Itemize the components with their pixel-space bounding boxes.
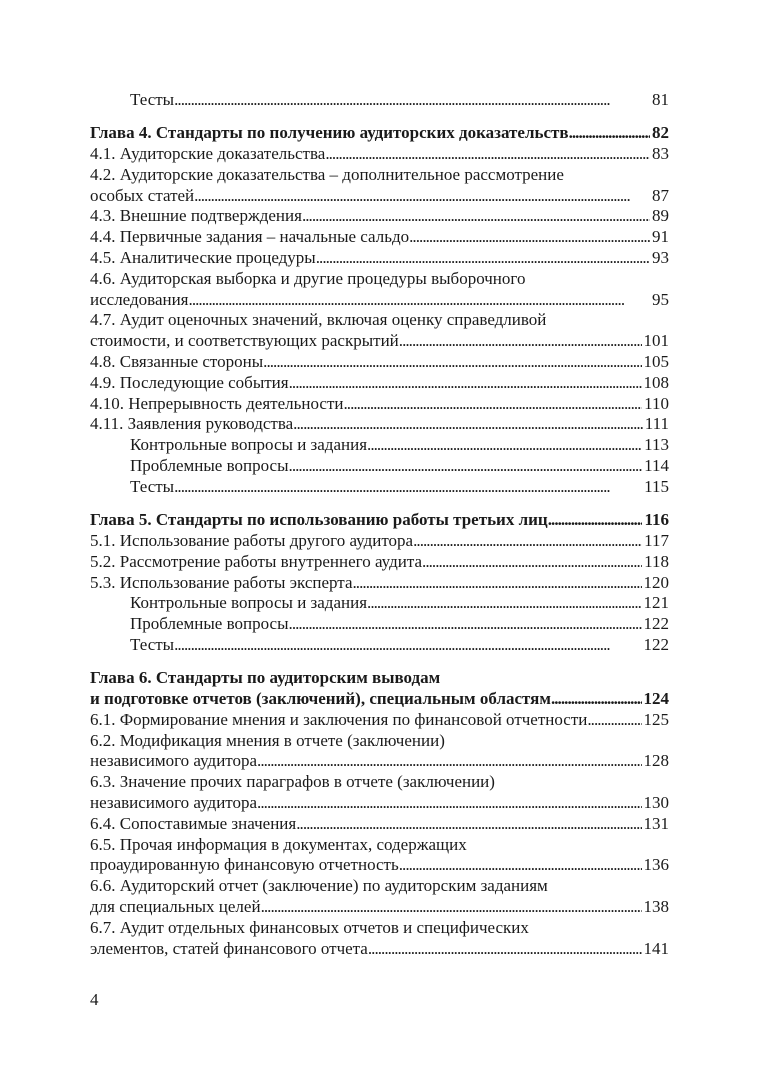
toc-group xyxy=(90,668,669,959)
entry-title: 6.2. Модификация мнения в отчете (заключении) xyxy=(90,730,445,750)
entry-page-number: 128 xyxy=(643,751,669,771)
entry-title: 4.3. Внешние подтверждения xyxy=(90,206,302,226)
toc-line xyxy=(90,227,669,248)
entry-page-number: 115 xyxy=(644,476,669,496)
entry-title: 4.1. Аудиторские доказательства xyxy=(90,144,326,164)
toc-entry[interactable] xyxy=(90,394,669,415)
entry-page-number: 121 xyxy=(643,593,669,613)
toc-entry[interactable] xyxy=(90,352,669,373)
entry-title: и подготовке отчетов (заключений), специальным областям xyxy=(90,689,551,709)
entry-title: 4.2. Аудиторские доказательства – дополнительное рассмотрение xyxy=(90,164,564,184)
dot-leader xyxy=(261,897,642,918)
toc-entry[interactable] xyxy=(90,918,669,960)
entry-page-number: 108 xyxy=(643,372,669,392)
entry-title: 6.6. Аудиторский отчет (заключение) по аудиторским заданиям xyxy=(90,876,548,896)
table-of-contents xyxy=(90,90,669,972)
toc-line xyxy=(90,751,669,772)
toc-entry[interactable] xyxy=(90,248,669,269)
dot-leader xyxy=(548,510,643,531)
toc-entry[interactable] xyxy=(90,227,669,248)
toc-entry[interactable] xyxy=(90,165,669,207)
toc-entry[interactable] xyxy=(90,772,669,814)
toc-entry[interactable] xyxy=(90,876,669,918)
entry-page-number: 136 xyxy=(643,855,669,875)
entry-page-number: 95 xyxy=(652,289,669,309)
toc-line xyxy=(90,206,669,227)
dot-leader xyxy=(257,793,641,814)
toc-line xyxy=(90,793,669,814)
entry-page-number: 122 xyxy=(643,634,669,654)
dot-leader xyxy=(551,689,642,710)
dot-leader xyxy=(302,206,650,227)
entry-title: 4.6. Аудиторская выборка и другие процедуры выборочного xyxy=(90,268,526,288)
entry-title: Тесты xyxy=(130,634,175,654)
toc-entry[interactable] xyxy=(90,710,669,731)
dot-leader xyxy=(194,186,650,207)
toc-line xyxy=(90,269,669,290)
toc-entry[interactable] xyxy=(90,414,669,435)
entry-page-number: 124 xyxy=(643,689,669,709)
toc-line xyxy=(90,876,669,897)
entry-page-number: 81 xyxy=(652,90,669,109)
entry-title: стоимости, и соответствующих раскрытий xyxy=(90,331,399,351)
page-number: 4 xyxy=(90,990,99,1009)
entry-title: 6.3. Значение прочих параграфов в отчете (заключении) xyxy=(90,772,495,792)
entry-title: 6.7. Аудит отдельных финансовых отчетов и специфических xyxy=(90,917,529,937)
toc-line xyxy=(90,331,669,352)
toc-line xyxy=(90,668,669,689)
toc-entry[interactable] xyxy=(90,835,669,877)
entry-title: Контрольные вопросы и задания xyxy=(130,593,368,613)
entry-title: 4.4. Первичные задания – начальные сальдо xyxy=(90,227,410,247)
entry-page-number: 91 xyxy=(652,227,669,247)
toc-line xyxy=(90,593,669,614)
entry-title: проаудированную финансовую отчетность xyxy=(90,855,399,875)
toc-entry[interactable] xyxy=(90,269,669,311)
entry-title: Тесты xyxy=(130,476,175,496)
toc-group xyxy=(90,123,669,497)
entry-page-number: 101 xyxy=(643,331,669,351)
toc-entry[interactable] xyxy=(90,731,669,773)
toc-line xyxy=(90,573,669,594)
toc-line xyxy=(90,918,669,939)
dot-leader xyxy=(174,477,642,498)
toc-line xyxy=(90,248,669,269)
entry-title: Контрольные вопросы и задания xyxy=(130,435,368,455)
dot-leader xyxy=(325,144,650,165)
entry-page-number: 130 xyxy=(643,793,669,812)
dot-leader xyxy=(174,635,641,656)
entry-title: Глава 5. Стандарты по использованию работы третьих лиц xyxy=(90,510,548,530)
dot-leader xyxy=(174,90,650,111)
entry-title: 4.9. Последующие события xyxy=(90,372,289,392)
entry-page-number: 87 xyxy=(652,185,669,205)
toc-line xyxy=(90,165,669,186)
dot-leader xyxy=(289,373,642,394)
entry-title: 5.1. Использование работы другого аудитора xyxy=(90,530,414,550)
entry-page-number: 117 xyxy=(644,530,669,550)
toc-line xyxy=(90,731,669,752)
dot-leader xyxy=(422,552,642,573)
toc-line xyxy=(90,414,669,435)
toc-line xyxy=(90,310,669,331)
toc-entry[interactable] xyxy=(90,310,669,352)
toc-line xyxy=(90,352,669,373)
dot-leader xyxy=(368,939,642,960)
toc-entry[interactable] xyxy=(90,90,669,111)
entry-title: Проблемные вопросы xyxy=(130,456,289,476)
toc-line xyxy=(90,939,669,960)
toc-line xyxy=(90,835,669,856)
entry-page-number: 138 xyxy=(643,896,669,916)
toc-line xyxy=(90,772,669,793)
entry-title: 4.7. Аудит оценочных значений, включая оценку справедливой xyxy=(90,310,547,330)
toc-line xyxy=(90,614,669,635)
toc-line xyxy=(90,186,669,207)
entry-title: элементов, статей финансового отчета xyxy=(90,938,368,958)
dot-leader xyxy=(189,290,650,311)
dot-leader xyxy=(343,394,642,415)
toc-entry[interactable] xyxy=(90,614,669,635)
toc-entry[interactable] xyxy=(90,373,669,394)
toc-line xyxy=(90,456,669,477)
toc-line xyxy=(90,510,669,531)
entry-title: Проблемные вопросы xyxy=(130,614,289,634)
toc-line xyxy=(90,531,669,552)
entry-title: независимого аудитора xyxy=(90,793,258,812)
dot-leader xyxy=(257,751,641,772)
entry-page-number: 113 xyxy=(644,435,669,455)
toc-line xyxy=(90,144,669,165)
chapter-entry[interactable] xyxy=(90,510,669,531)
toc-entry[interactable] xyxy=(90,206,669,227)
entry-page-number: 116 xyxy=(644,510,669,530)
dot-leader xyxy=(367,593,641,614)
entry-title: 6.4. Сопоставимые значения xyxy=(90,813,297,833)
toc-entry[interactable] xyxy=(90,456,669,477)
toc-line xyxy=(90,689,669,710)
entry-title: исследования xyxy=(90,289,189,309)
toc-entry[interactable] xyxy=(90,477,669,498)
toc-entry[interactable] xyxy=(90,435,669,456)
dot-leader xyxy=(409,227,650,248)
toc-line xyxy=(90,373,669,394)
toc-line xyxy=(90,897,669,918)
toc-entry[interactable] xyxy=(90,144,669,165)
entry-title: 6.1. Формирование мнения и заключения по финансовой отчетности xyxy=(90,709,588,729)
dot-leader xyxy=(587,710,641,731)
toc-line xyxy=(90,435,669,456)
dot-leader xyxy=(316,248,650,269)
toc-group xyxy=(90,90,669,111)
toc-line xyxy=(90,710,669,731)
entry-page-number: 110 xyxy=(644,393,669,413)
chapter-entry[interactable] xyxy=(90,668,669,710)
dot-leader xyxy=(289,456,643,477)
entry-page-number: 141 xyxy=(643,938,669,958)
entry-page-number: 120 xyxy=(643,572,669,592)
entry-page-number: 131 xyxy=(643,813,669,833)
dot-leader xyxy=(353,573,642,594)
entry-title: для специальных целей xyxy=(90,896,261,916)
toc-entry[interactable] xyxy=(90,552,669,573)
entry-page-number: 93 xyxy=(652,248,669,268)
dot-leader xyxy=(367,435,642,456)
entry-title: 4.11. Заявления руководства xyxy=(90,414,294,434)
entry-title: Глава 4. Стандарты по получению аудиторских доказательств xyxy=(90,123,569,143)
toc-entry[interactable] xyxy=(90,573,669,594)
entry-title: Глава 6. Стандарты по аудиторским выводам xyxy=(90,668,441,688)
dot-leader xyxy=(263,352,641,373)
toc-line xyxy=(90,394,669,415)
toc-line xyxy=(90,123,669,144)
entry-title: 6.5. Прочая информация в документах, содержащих xyxy=(90,834,467,854)
dot-leader xyxy=(296,814,641,835)
entry-title: Тесты xyxy=(130,90,175,109)
dot-leader xyxy=(569,123,650,144)
entry-title: особых статей xyxy=(90,185,195,205)
toc-line xyxy=(90,90,669,111)
entry-page-number: 122 xyxy=(643,614,669,634)
dot-leader xyxy=(399,855,642,876)
dot-leader xyxy=(289,614,642,635)
entry-page-number: 82 xyxy=(652,123,669,143)
entry-title: 4.10. Непрерывность деятельности xyxy=(90,393,344,413)
entry-title: независимого аудитора xyxy=(90,751,258,771)
entry-title: 5.2. Рассмотрение работы внутреннего аудита xyxy=(90,551,423,571)
entry-title: 4.8. Связанные стороны xyxy=(90,352,264,372)
toc-group xyxy=(90,510,669,656)
dot-leader xyxy=(399,331,642,352)
toc-line xyxy=(90,814,669,835)
toc-entry[interactable] xyxy=(90,593,669,614)
toc-entry[interactable] xyxy=(90,635,669,656)
toc-line xyxy=(90,552,669,573)
dot-leader xyxy=(293,414,643,435)
entry-page-number: 83 xyxy=(652,144,669,164)
entry-title: 4.5. Аналитические процедуры xyxy=(90,248,316,268)
entry-page-number: 118 xyxy=(644,551,669,571)
toc-entry[interactable] xyxy=(90,531,669,552)
toc-line xyxy=(90,290,669,311)
entry-page-number: 89 xyxy=(652,206,669,226)
chapter-entry[interactable] xyxy=(90,123,669,144)
dot-leader xyxy=(413,531,642,552)
toc-entry[interactable] xyxy=(90,814,669,835)
entry-title: 5.3. Использование работы эксперта xyxy=(90,572,353,592)
toc-line xyxy=(90,855,669,876)
entry-page-number: 125 xyxy=(643,709,669,729)
entry-page-number: 105 xyxy=(643,352,669,372)
entry-page-number: 114 xyxy=(644,456,669,476)
toc-line xyxy=(90,477,669,498)
entry-page-number: 111 xyxy=(644,414,669,434)
toc-line xyxy=(90,635,669,656)
